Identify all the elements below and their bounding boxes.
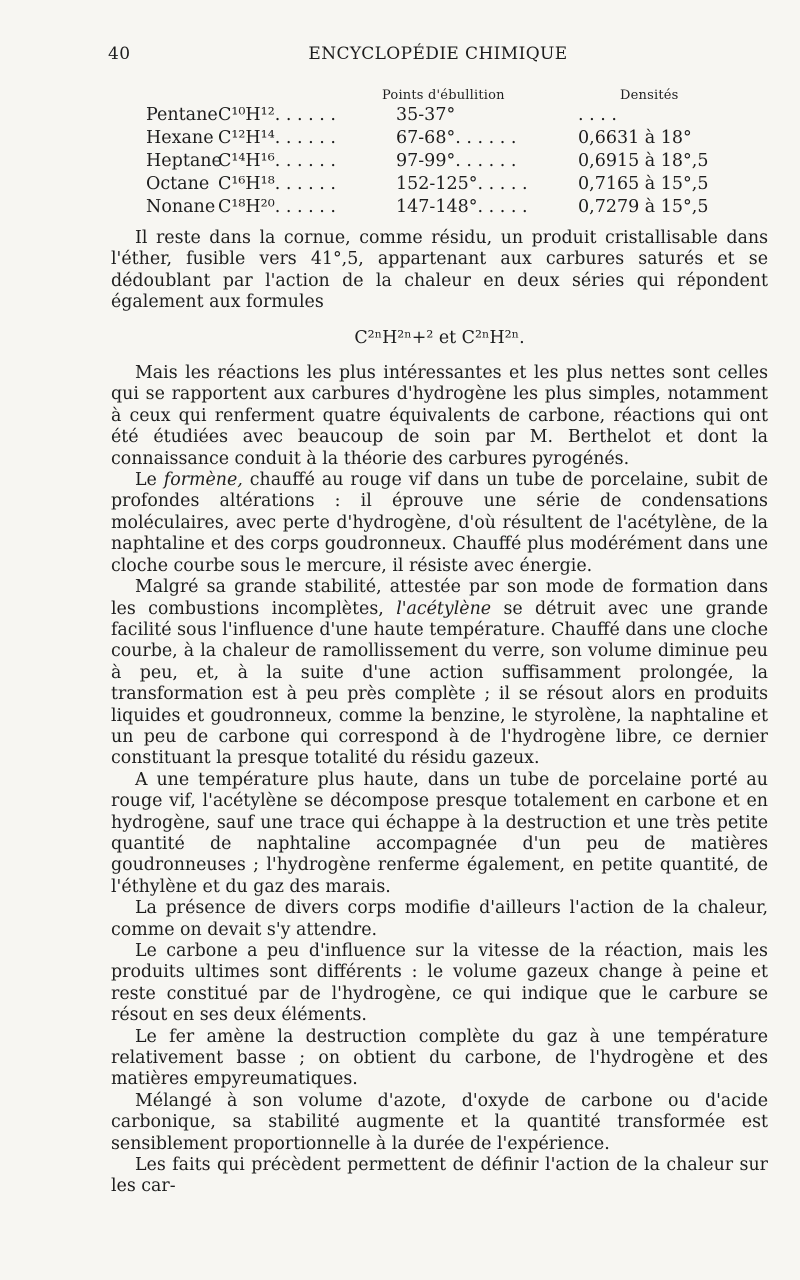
hydrocarbon-formula: C¹⁶H¹⁸. . . . . . [218, 174, 336, 194]
boiling-point: 97-99°. . . . . . [396, 151, 517, 171]
boiling-point: 147-148°. . . . . [396, 197, 528, 217]
hydrocarbon-formula: C¹⁸H²⁰. . . . . . [218, 197, 336, 217]
boiling-point: 152-125°. . . . . [396, 174, 528, 194]
paragraph: A une température plus haute, dans un tube de porcelaine porté au rouge vif, l'acétylène se décompose presque totalement en carbone et en hydrogène, sauf une trace qui échappe à la destruction et une très petite quantité de naphtaline accompagnée d'un peu de matières goudronneuses ; l'hydrogène renferme également, en petite quantité, de l'éthylène et du gaz des marais. [111, 769, 768, 897]
paragraph: Le carbone a peu d'influence sur la vitesse de la réaction, mais les produits ultimes sont différents : le volume gazeux change à peine et reste constitué par de l'hydrogène, ce qui indique que le carbure se résout en ses deux éléments. [111, 941, 768, 1026]
boiling-point: 67-68°. . . . . . [396, 128, 517, 148]
paragraph: Le fer amène la destruction complète du gaz à une température relativement basse ; on obtient du carbone, de l'hydrogène et des matières empyreumatiques. [111, 1026, 768, 1090]
paragraph [111, 470, 768, 577]
hydrocarbon-name: Nonane [146, 197, 216, 217]
paragraph: Il reste dans la cornue, comme résidu, un produit cristallisable dans l'éther, fusible vers 41°,5, appartenant aux carbures saturés et se dédoublant par l'action de la chaleur en deux séries qui répondent également aux formules [111, 228, 768, 313]
hydrocarbon-name: Hexane [146, 128, 214, 148]
hydrocarbon-name: Heptane [146, 151, 222, 171]
hydrocarbon-name: Octane [146, 174, 210, 194]
column-heading-ebullition: Points d'ébullition [382, 88, 505, 103]
hydrocarbon-formula: C¹²H¹⁴. . . . . . [218, 128, 336, 148]
page-number: 40 [108, 44, 131, 64]
density: 0,7165 à 15°,5 [578, 174, 709, 194]
paragraph-text: Le [135, 470, 164, 491]
paragraph-text: Malgré sa grande stabilité, attestée par son mode de formation dans les combustions incomplètes, [111, 577, 768, 619]
term-acetylene: l'acétylène [396, 598, 492, 619]
boiling-point: 35-37° [396, 105, 456, 125]
term-formene: formène, [163, 470, 243, 491]
paragraph: Les faits qui précèdent permettent de définir l'action de la chaleur sur les car- [111, 1155, 768, 1197]
hydrocarbon-name: Pentane [146, 105, 218, 125]
column-heading-densites: Densités [620, 88, 679, 103]
density: . . . . [578, 105, 617, 125]
paragraph: Mélangé à son volume d'azote, d'oxyde de carbone ou d'acide carbonique, sa stabilité augmente et la quantité transformée est sensiblement proportionnelle à la durée de l'expérience. [111, 1090, 768, 1154]
running-head: ENCYCLOPÉDIE CHIMIQUE [308, 44, 568, 64]
density: 0,7279 à 15°,5 [578, 197, 709, 217]
paragraph: Mais les réactions les plus intéressantes et les plus nettes sont celles qui se rapportent aux carbures d'hydrogène les plus simples, notamment à ceux qui renferment quatre équivalents de carbone, réactions qui ont été étudiées avec beaucoup de soin par M. Berthelot et dont la connaissance conduit à la théorie des carbures pyrogénés. [111, 363, 768, 469]
body-text [111, 228, 768, 1198]
page-header [108, 44, 768, 72]
formula-line: C²ⁿH²ⁿ+² et C²ⁿH²ⁿ. [354, 327, 525, 348]
paragraph: La présence de divers corps modifie d'ailleurs l'action de la chaleur, comme on devait s'y attendre. [111, 898, 768, 940]
hydrocarbon-formula: C¹⁰H¹². . . . . . [218, 105, 336, 125]
density: 0,6631 à 18° [578, 128, 692, 148]
paragraph [111, 577, 768, 770]
table-row [146, 197, 766, 223]
density: 0,6915 à 18°,5 [578, 151, 709, 171]
paragraph-text: chauffé au rouge vif dans un tube de porcelaine, subit de profondes altérations : il éprouve une série de condensations moléculaires, avec perte d'hydrogène, d'où résultent de l'acétylène, de la naphtaline et des corps goudronneux. Chauffé plus modérément dans une cloche courbe sous le mercure, il résiste avec énergie. [111, 470, 768, 576]
hydrocarbon-formula: C¹⁴H¹⁶. . . . . . [218, 151, 336, 171]
paragraph-text: se détruit avec une grande facilité sous l'influence d'une haute température. Chauffé dans une cloche courbe, à la chaleur de ramollissement du verre, son volume diminue peu à peu, et, à la suite d'une action suffisamment prolongée, la transformation est à peu près complète ; il se résout alors en produits liquides et goudronneux, comme la benzine, le styrolène, la naphtaline et un peu de carbone qui correspond à de l'hydrogène libre, ce dernier constituant la presque totalité du résidu gazeux. [111, 598, 768, 769]
